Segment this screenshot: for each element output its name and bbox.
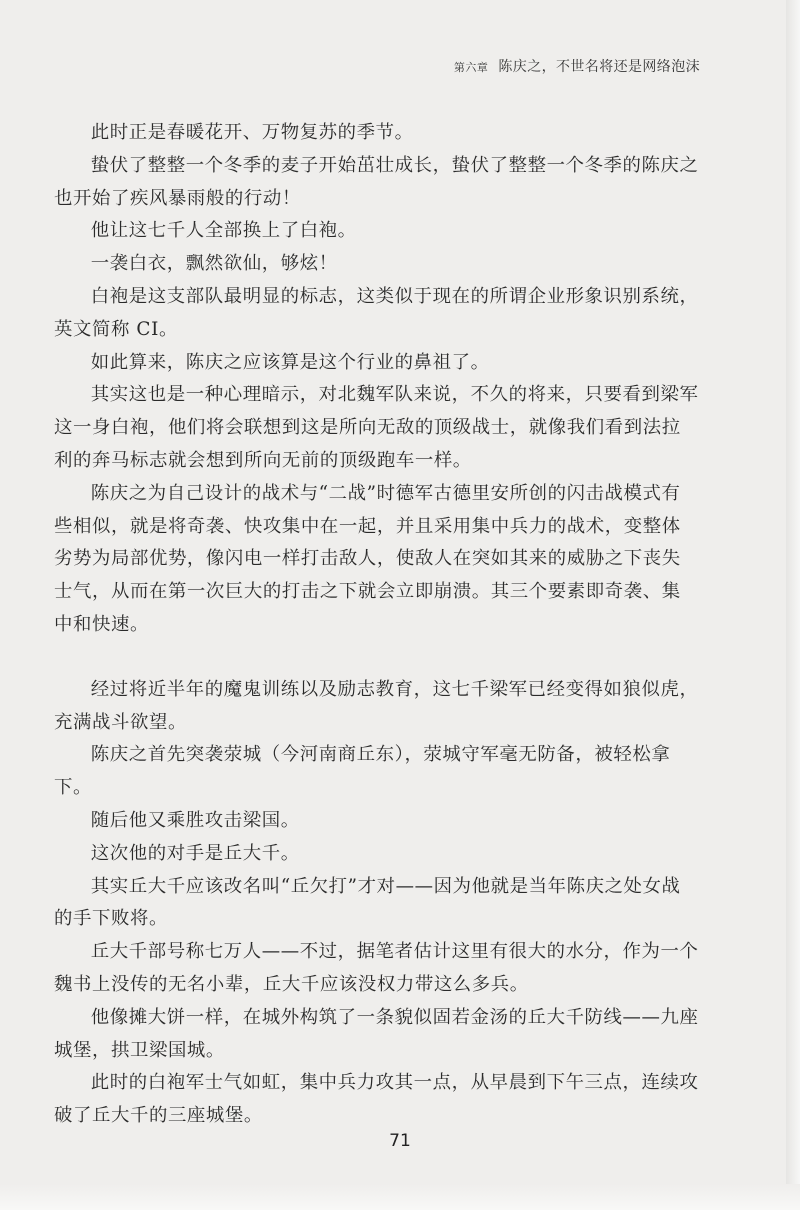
paragraph: 经过将近半年的魔鬼训练以及励志教育，这七千梁军已经变得如狼似虎，充满战斗欲望。 [54,678,699,733]
body-text [54,117,699,1133]
chapter-label: 第六章 [453,61,489,74]
paragraph: 如此算来，陈庆之应该算是这个行业的鼻祖了。 [90,351,490,373]
paragraph: 此时正是春暖花开、万物复苏的季节。 [90,122,414,143]
page-edge-shadow [786,0,800,1210]
paragraph: 白袍是这支部队最明显的标志，这类似于现在的所谓企业形象识别系统，英文简称 CI。 [54,285,699,340]
paragraph: 他像摊大饼一样，在城外构筑了一条貌似固若金汤的丘大千防线——九座城堡，拱卫梁国城。 [54,1006,699,1061]
paragraph: 一袭白衣，飘然欲仙，够炫！ [90,253,338,275]
page-number: 71 [389,1131,411,1151]
paragraph: 他让这七千人全部换上了白袍。 [90,220,357,242]
running-header [380,56,700,76]
page-bottom-margin [0,1184,800,1210]
chapter-title: 陈庆之，不世名将还是网络泡沫 [498,59,700,75]
paragraph: 这次他的对手是丘大千。 [90,842,300,864]
section-break [54,642,699,674]
paragraph: 此时的白袍军士气如虹，集中兵力攻其一点，从早晨到下午三点，连续攻破了丘大千的三座城堡。 [54,1072,699,1127]
paragraph: 陈庆之为自己设计的战术与“二战”时德军古德里安所创的闪击战模式有些相似，就是将奇袭、快攻集中在一起，并且采用集中兵力的战术，变整体劣势为局部优势，像闪电一样打击敌人，使敌人在突如其来的威胁之下丧失士气，从而在第一次巨大的打击之下就会立即崩溃。其三个要素即奇袭、集中和快速。 [54,482,681,635]
paragraph: 蛰伏了整整一个冬季的麦子开始茁壮成长，蛰伏了整整一个冬季的陈庆之也开始了疾风暴雨般的行动！ [54,154,699,209]
paragraph: 随后他又乘胜攻击梁国。 [90,809,300,831]
paragraph: 其实这也是一种心理暗示，对北魏军队来说，不久的将来，只要看到梁军这一身白袍，他们将会联想到这是所向无敌的顶级战士，就像我们看到法拉利的奔马标志就会想到所向无前的顶级跑车一样。 [54,384,699,471]
paragraph: 丘大千部号称七万人——不过，据笔者估计这里有很大的水分，作为一个魏书上没传的无名小辈，丘大千应该没权力带这么多兵。 [54,941,699,995]
paragraph: 其实丘大千应该改名叫“丘欠打”才对——因为他就是当年陈庆之处女战的手下败将。 [54,875,681,930]
paragraph: 陈庆之首先突袭荥城（今河南商丘东），荥城守军毫无防备，被轻松拿下。 [54,744,671,799]
